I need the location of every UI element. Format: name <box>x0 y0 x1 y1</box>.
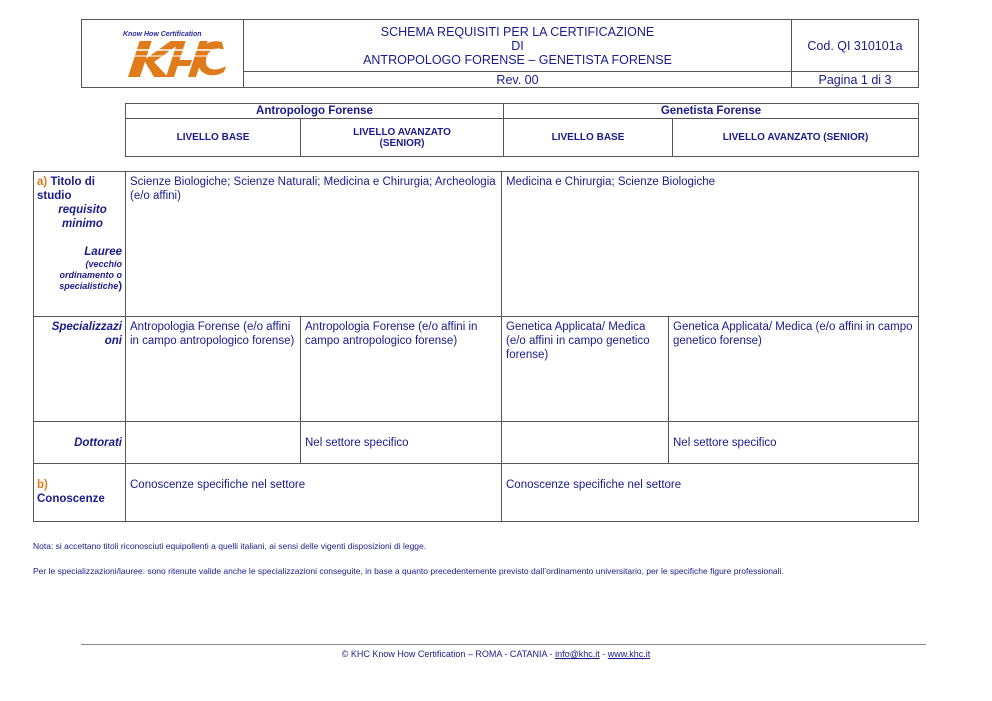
page-number: Pagina 1 di 3 <box>792 72 919 88</box>
genetista-advanced-header: LIVELLO AVANZATO (SENIOR) <box>673 119 919 157</box>
email-link[interactable]: info@khc.it <box>555 649 600 659</box>
logo-cell <box>82 20 244 88</box>
table-row <box>34 422 919 464</box>
dott-antropologo-base <box>126 422 301 464</box>
antropologo-advanced-header: LIVELLO AVANZATO (SENIOR) <box>301 119 504 157</box>
dott-genetista-advanced: Nel settore specifico <box>669 422 919 464</box>
group-antropologo: Antropologo Forense <box>126 104 504 119</box>
document-header <box>81 19 919 88</box>
antropologo-base-header: LIVELLO BASE <box>126 119 301 157</box>
titolo-genetista: Medicina e Chirurgia; Scienze Biologiche <box>502 172 919 317</box>
footer-divider <box>81 644 926 645</box>
dott-genetista-base <box>502 422 669 464</box>
note-equipollenza: Nota: si accettano titoli riconosciuti equipollenti a quelli italiani, ai sensi delle vigenti disposizioni di legge. <box>33 541 427 551</box>
document-title: SCHEMA REQUISITI PER LA CERTIFICAZIONE DI ANTROPOLOGO FORENSE – GENETISTA FORENSE <box>244 20 792 72</box>
conoscenze-label: b) Conoscenze <box>34 464 126 522</box>
spec-antropologo-advanced: Antropologia Forense (e/o affini in campo antropologico forense) <box>301 317 502 422</box>
table-row <box>34 172 919 317</box>
spec-genetista-advanced: Genetica Applicata/ Medica (e/o affini in campo genetico forense) <box>669 317 919 422</box>
titolo-label: a) Titolo di studio requisito minimo Lauree (vecchio ordinamento o specialistiche) <box>34 172 126 317</box>
document-code: Cod. QI 310101a <box>792 20 919 72</box>
revision: Rev. 00 <box>244 72 792 88</box>
dottorati-label: Dottorati <box>34 422 126 464</box>
khc-logo <box>82 20 243 87</box>
page-footer: © KHC Know How Certification – ROMA - CATANIA - info@khc.it - www.khc.it <box>341 649 651 659</box>
group-genetista: Genetista Forense <box>504 104 919 119</box>
logo-tagline: Know How Certification <box>123 31 202 38</box>
requirements-table <box>33 171 919 522</box>
dott-antropologo-advanced: Nel settore specifico <box>301 422 502 464</box>
website-link[interactable]: www.khc.it <box>607 649 651 659</box>
spec-antropologo-base: Antropologia Forense (e/o affini in campo antropologico forense) <box>126 317 301 422</box>
conoscenze-antropologo: Conoscenze specifiche nel settore <box>126 464 502 522</box>
specializzazioni-label: Specializzazi oni <box>34 317 126 422</box>
table-row <box>34 464 919 522</box>
titolo-antropologo: Scienze Biologiche; Scienze Naturali; Medicina e Chirurgia; Archeologia (e/o affini) <box>126 172 502 317</box>
table-row <box>34 317 919 422</box>
conoscenze-genetista: Conoscenze specifiche nel settore <box>502 464 919 522</box>
genetista-base-header: LIVELLO BASE <box>504 119 673 157</box>
note-specializzazioni: Per le specializzazioni/lauree: sono ritenute valide anche le specializzazioni conseguite, in base a quanto precedentemente previsto dall’ordinamento universitario, per le specifiche figure professionali. <box>33 566 784 576</box>
spec-genetista-base: Genetica Applicata/ Medica (e/o affini in campo genetico forense) <box>502 317 669 422</box>
column-header-table <box>125 103 919 157</box>
